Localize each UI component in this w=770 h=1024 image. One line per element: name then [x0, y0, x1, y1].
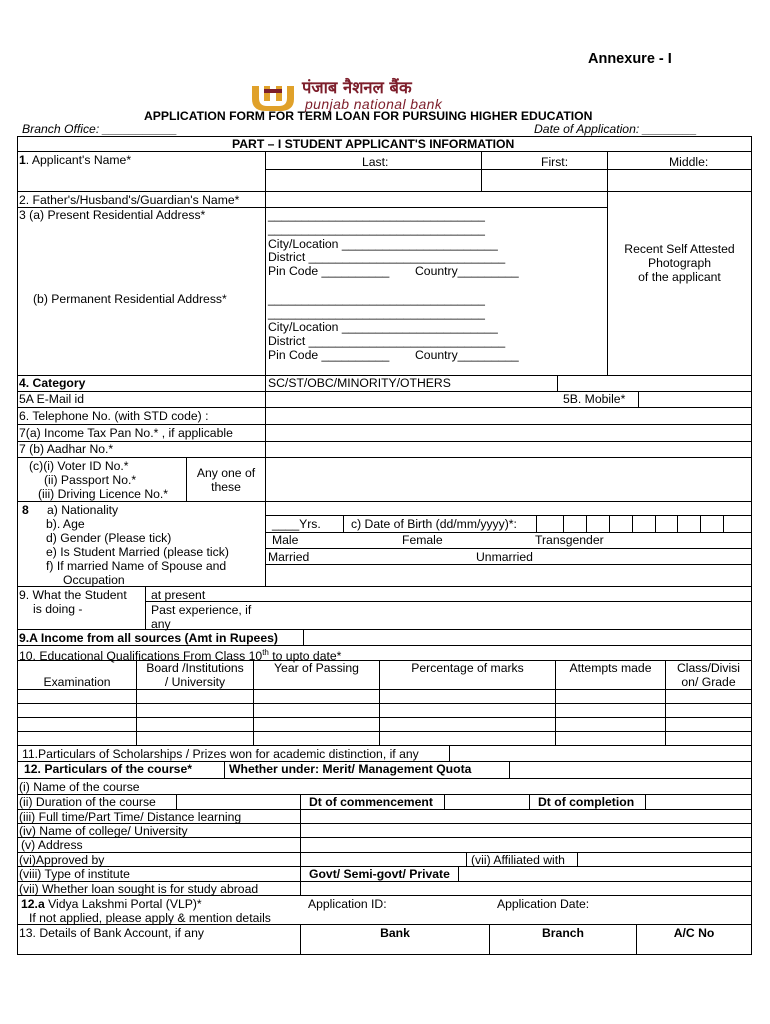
dt-commencement-label: Dt of commencement [309, 795, 433, 809]
nationality-label: a) Nationality [47, 503, 119, 517]
married-question: e) Is Student Married (please tick) [46, 545, 229, 559]
spouse-label-2: Occupation [63, 573, 125, 587]
col-board-1: Board /Institutions [146, 661, 244, 675]
course-name-label: (i) Name of the course [19, 780, 140, 794]
any-one-text-1: Any one of [196, 466, 256, 480]
present-address-label: 3 (a) Present Residential Address* [19, 208, 206, 222]
col-acno: A/C No [673, 926, 715, 940]
present-address-line1[interactable]: ________________________________ [268, 208, 485, 222]
student-doing-label-2: is doing - [33, 602, 83, 616]
photo-text-1: Recent Self Attested [624, 242, 735, 256]
present-district[interactable]: District _____________________________ [268, 250, 506, 264]
scholarships-label: 11.Particulars of Scholarships / Prizes won for academic distinction, if any [22, 747, 419, 761]
category-options[interactable]: SC/ST/OBC/MINORITY/OTHERS [268, 376, 451, 390]
dt-completion-label: Dt of completion [538, 795, 635, 809]
col-examination: Examination [43, 675, 111, 689]
application-id-label: Application ID: [308, 897, 387, 911]
gender-label: d) Gender (Please tick) [46, 531, 172, 545]
permanent-address-line2[interactable]: ________________________________ [268, 306, 485, 320]
status-unmarried[interactable]: Unmarried [476, 550, 533, 564]
fulltime-label: (iii) Full time/Part Time/ Distance learning [19, 810, 242, 824]
income-label: 9.A Income from all sources (Amt in Rupees) [19, 631, 278, 645]
email-label: 5A E-Mail id [19, 392, 85, 406]
date-of-application: Date of Application: ________ [534, 122, 697, 136]
dob-label: c) Date of Birth (dd/mm/yyyy)*: [351, 517, 517, 531]
permanent-country[interactable]: Country_________ [415, 348, 519, 362]
passport-label: (ii) Passport No.* [44, 473, 137, 487]
application-date-label: Application Date: [497, 897, 590, 911]
driving-licence-label: (iii) Driving Licence No.* [38, 487, 169, 501]
at-present-label: at present [151, 588, 206, 602]
bank-name-english: punjab national bank [305, 96, 443, 112]
col-branch: Branch [542, 926, 584, 940]
bank-name-hindi: पंजाब नैशनल बैंक [302, 78, 412, 97]
photo-text-3: of the applicant [638, 270, 721, 284]
col-board-2: / University [164, 675, 226, 689]
father-name-label: 2. Father's/Husband's/Guardian's Name* [19, 193, 240, 207]
past-experience-label-2: any [151, 617, 171, 631]
middle-name-label: Middle: [669, 155, 709, 169]
mobile-label: 5B. Mobile* [563, 392, 626, 406]
col-class-1: Class/Divisi [677, 661, 740, 675]
category-label: 4. Category [19, 376, 86, 390]
institute-type-options[interactable]: Govt/ Semi-govt/ Private [309, 867, 450, 881]
permanent-address-label: (b) Permanent Residential Address* [33, 292, 227, 306]
approved-label: (vi)Approved by [19, 853, 105, 867]
col-class-2: on/ Grade [681, 675, 736, 689]
branch-office: Branch Office: ___________ [22, 122, 178, 136]
form-title: APPLICATION FORM FOR TERM LOAN FOR PURSUING HIGHER EDUCATION [144, 109, 593, 123]
institute-type-label: (viii) Type of institute [19, 867, 130, 881]
any-one-text-2: these [211, 480, 241, 494]
annexure-label: Annexure - I [588, 51, 672, 67]
first-name-label: First: [541, 155, 569, 169]
col-attempts: Attempts made [569, 661, 652, 675]
student-doing-label-1: 9. What the Student [19, 588, 127, 602]
present-pin-code[interactable]: Pin Code __________ [268, 264, 390, 278]
not-applied-note: If not applied, please apply & mention details [29, 911, 271, 925]
study-abroad-label: (vii) Whether loan sought is for study abroad [19, 882, 259, 896]
affiliated-label: (vii) Affiliated with [471, 853, 565, 867]
college-label: (iv) Name of college/ University [19, 824, 188, 838]
permanent-district[interactable]: District _____________________________ [268, 334, 506, 348]
col-year: Year of Passing [274, 661, 359, 675]
col-bank: Bank [380, 926, 410, 940]
course-label: 12. Particulars of the course* [24, 762, 192, 776]
bank-account-label: 13. Details of Bank Account, if any [19, 926, 204, 940]
past-experience-label-1: Past experience, if [151, 603, 252, 617]
course-duration-label: (ii) Duration of the course [19, 795, 156, 809]
present-country[interactable]: Country_________ [415, 264, 519, 278]
present-address-line2[interactable]: ________________________________ [268, 222, 485, 236]
col-percentage: Percentage of marks [411, 661, 524, 675]
gender-male[interactable]: Male [272, 533, 299, 547]
applicant-name-label: 1. Applicant's Name* [19, 153, 132, 167]
present-city[interactable]: City/Location _______________________ [268, 237, 498, 251]
spouse-label-1: f) If married Name of Spouse and [46, 559, 227, 573]
part1-title: PART – I STUDENT APPLICANT'S INFORMATION [232, 137, 515, 151]
voter-id-label: (c)(i) Voter ID No.* [29, 459, 129, 473]
pnb-logo-icon [248, 84, 298, 112]
vlp-label: 12.a Vidya Lakshmi Portal (VLP)* [21, 897, 202, 911]
last-name-label: Last: [362, 155, 389, 169]
permanent-address-line1[interactable]: ________________________________ [268, 292, 485, 306]
address-label: (v) Address [21, 838, 83, 852]
gender-female[interactable]: Female [402, 533, 443, 547]
permanent-city[interactable]: City/Location _______________________ [268, 320, 498, 334]
age-years[interactable]: ____Yrs. [272, 517, 321, 531]
pan-label: 7(a) Income Tax Pan No.* , if applicable [19, 426, 233, 440]
education-heading: 10. Educational Qualifications From Class 10th to upto date* [19, 648, 342, 664]
nationality-num: 8 [22, 503, 29, 517]
merit-quota-label[interactable]: Whether under: Merit/ Management Quota [229, 762, 472, 776]
aadhar-label: 7 (b) Aadhar No.* [19, 442, 114, 456]
age-label: b). Age [46, 517, 85, 531]
photo-text-2: Photograph [647, 256, 712, 270]
gender-transgender[interactable]: Transgender [535, 533, 604, 547]
status-married[interactable]: Married [268, 550, 310, 564]
permanent-pin-code[interactable]: Pin Code __________ [268, 348, 390, 362]
telephone-label: 6. Telephone No. (with STD code) : [19, 409, 209, 423]
